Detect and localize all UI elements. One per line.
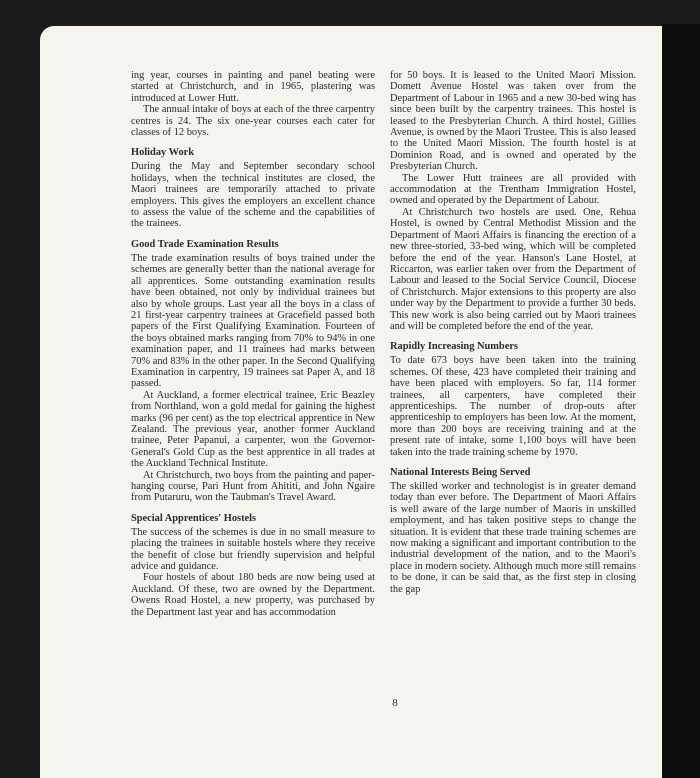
section-heading: Special Apprentices' Hostels xyxy=(131,512,257,524)
paragraph: The trade examination results of boys trained under the schemes are generally better than the national average for all apprentices. Some outstanding examination results have been obtained, not only by individual trainees but also by whole groups. Last year all the boys in a class of 21 first-year carpentry trainees at Gracefield passed both papers of the First Qualifying Examination. Fourteen of the boys obtained marks ranging from 70% to 94% in one examination paper, and 11 trainees had marks between 70% and 83% in the other paper. In the Second Qualifying Examination in carpentry, 19 trainees sat Paper A, and 18 passed. xyxy=(131,252,375,390)
paragraph: The annual intake of boys at each of the three carpentry centres is 24. The six one-year courses each cater for classes of 12 boys. xyxy=(131,104,375,139)
paragraph: The success of the schemes is due in no small measure to placing the trainees in suitable hostels where they receive the benefit of close but friendly supervision and helpful advice and guidance. xyxy=(131,526,375,573)
paragraph: At Christchurch, two boys from the painting and paper-hanging course, Pari Hunt from Ahititi, and John Ngaire from Putaruru, won the Taubman's Travel Award. xyxy=(131,469,375,504)
right-column xyxy=(390,70,636,595)
paragraph: During the May and September secondary school holidays, when the technical institutes are closed, the Maori trainees are temporarily attached to private employers. This gives the employers an excellent chance to assess the value of the scheme and the capabilities of the trainees. xyxy=(131,161,375,230)
section-heading: National Interests Being Served xyxy=(390,467,531,478)
section-heading: Rapidly Increasing Numbers xyxy=(390,341,518,353)
paragraph: for 50 boys. It is leased to the United Maori Mission. Domett Avenue Hostel was taken over from the Department of Labour in 1965 and a new 30-bed wing has since been built by the carpentry trainees. This hostel is leased to the Presbyterian Church. A third hostel, Gillies Avenue, is owned by the Maori Trustee. This is also leased to the United Maori Mission. The fourth hostel is at Dominion Road, and is owned and operated by the Presbyterian Church. xyxy=(390,70,636,173)
paragraph: The skilled worker and technologist is in greater demand today than ever before. The Department of Maori Affairs is well aware of the large number of Maoris in unskilled employment, and has taken positive steps to change the situation. It is evident that these trade training schemes are now making a significant and important contribution to the industrial development of the nation, and to the Maori's place in modern society. Although much more still remains to be done, it can be said that, as the first step in closing the gap xyxy=(390,481,636,595)
paragraph: The Lower Hutt trainees are all provided with accommodation at the Trentham Immigration Hostel, owned and operated by the Department of Labour. xyxy=(390,172,636,207)
left-column xyxy=(131,70,375,618)
scan-border xyxy=(662,24,700,778)
paragraph: At Christchurch two hostels are used. One, Rehua Hostel, is owned by Central Methodist Mission and the Department of Maori Affairs is financing the erection of a new three-storied, 33-bed wing, which will be completed before the end of the year. Hanson's Lane Hostel, at Riccarton, was earlier taken over from the Department of Labour and leased to the Social Service Council, Diocese of Christchurch. Major extensions to this property are also under way by the Department to provide a further 30 beds. This new work is also being carried out by Maori trainees and will be completed before the end of the year. xyxy=(390,206,636,332)
paragraph: At Auckland, a former electrical trainee, Eric Beazley from Northland, won a gold medal for gaining the highest marks (96 per cent) as the top electrical apprentice in New Zealand. The previous year, another former Auckland trainee, Peter Papanui, a carpenter, won the Governor-General's Gold Cup as the best apprentice in all trades at the Auckland Technical Institute. xyxy=(131,389,375,470)
section-heading: Holiday Work xyxy=(131,147,195,159)
paragraph: ing year, courses in painting and panel beating were started at Christchurch, and in 1965, plastering was introduced at Lower Hutt. xyxy=(131,70,375,104)
section-heading: Good Trade Examination Results xyxy=(131,238,279,250)
paragraph: Four hostels of about 180 beds are now being used at Auckland. Of these, two are owned by the Department. Owens Road Hostel, a new property, was purchased by the Department last year and has accommodation xyxy=(131,572,375,618)
paragraph: To date 673 boys have been taken into the training schemes. Of these, 423 have completed their training and have been placed with employers. So far, 114 former trainees, all carpenters, have completed their apprenticeships. The number of drop-outs after apprenticeship to employers has been low. At the moment, more than 200 boys are receiving training and at the present rate of intake, some 1,100 boys will have been taken into the trade training scheme by 1970. xyxy=(390,355,636,458)
page-number: 8 xyxy=(392,697,398,709)
